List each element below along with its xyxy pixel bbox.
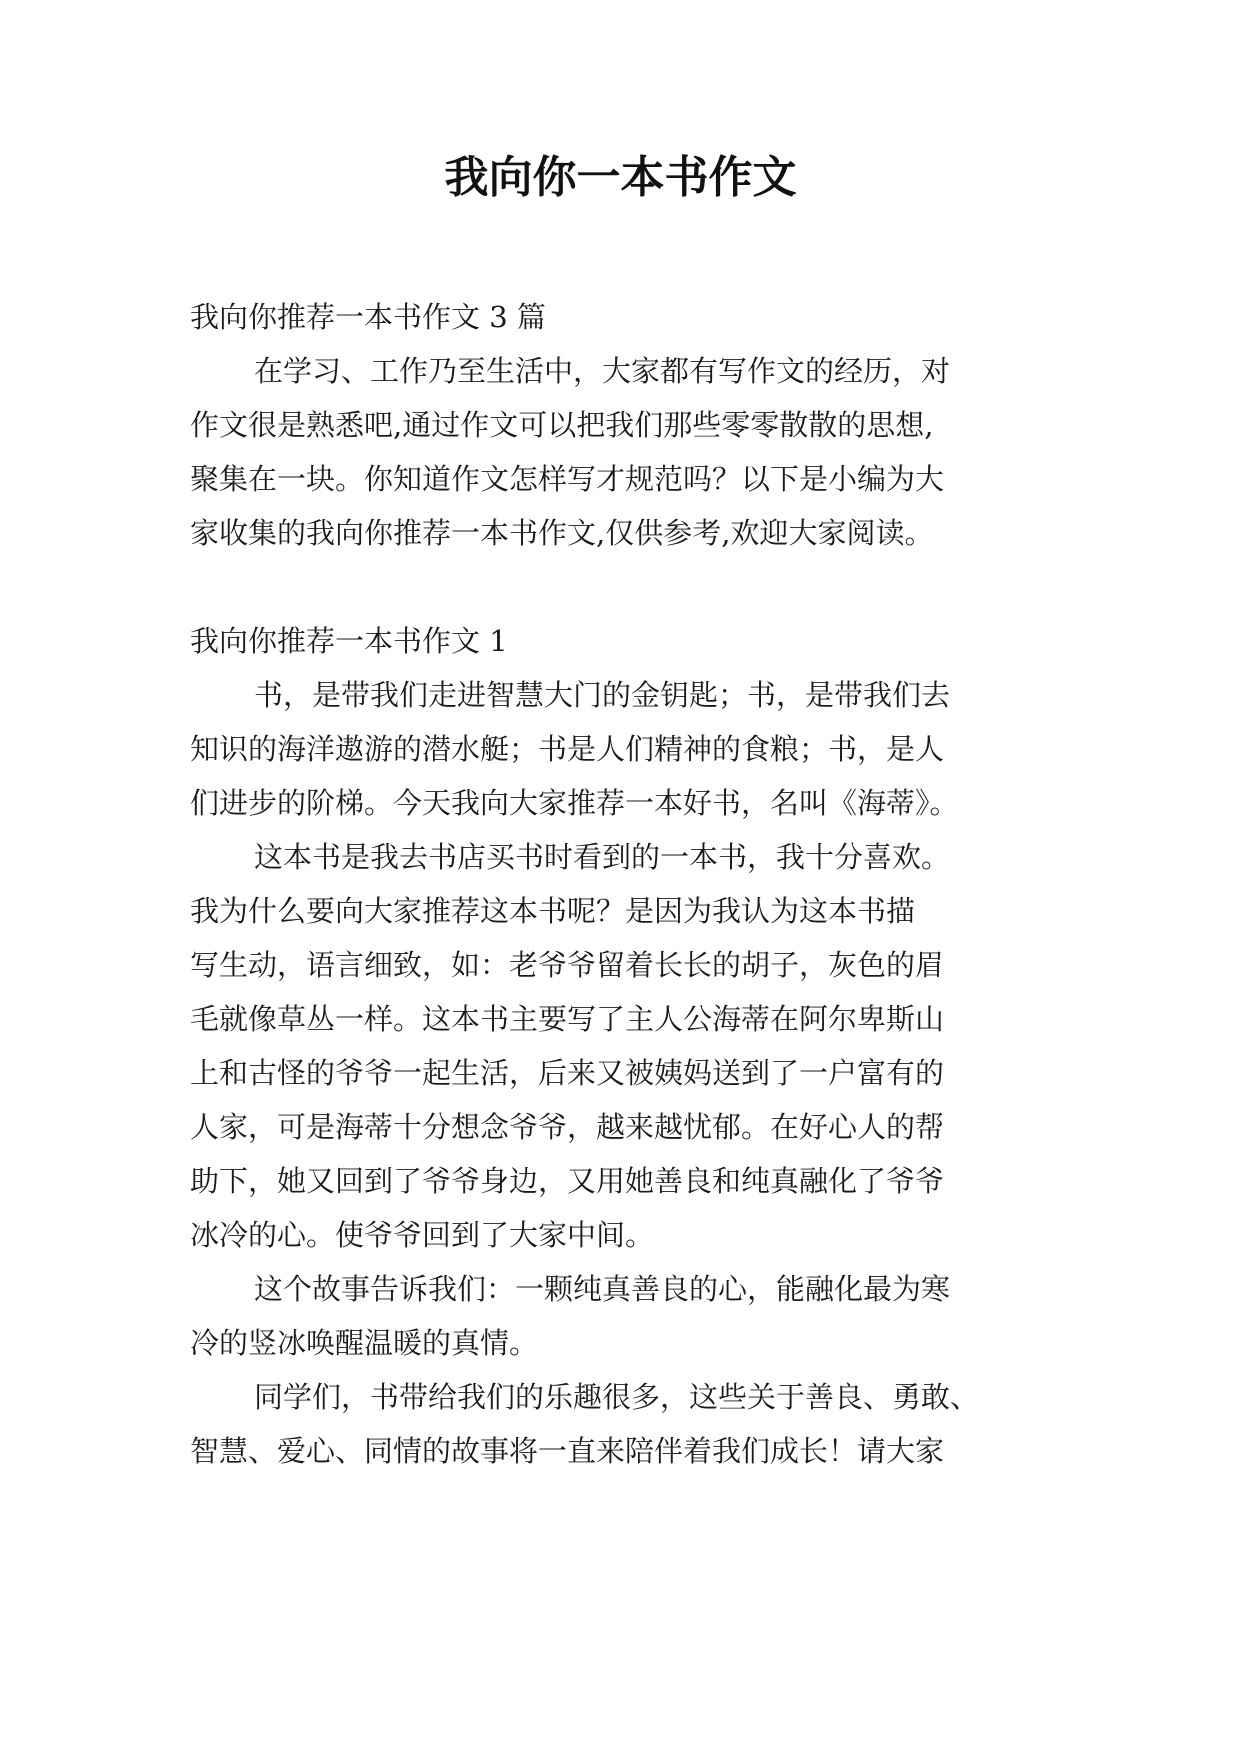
paragraph-line: 写生动，语言细致，如：老爷爷留着长长的胡子，灰色的眉 <box>190 948 945 982</box>
paragraph-line: 这个故事告诉我们：一颗纯真善良的心，能融化最为寒 <box>254 1272 951 1306</box>
intro-paragraph <box>190 344 1070 560</box>
paragraph-line: 在学习、工作乃至生活中，大家都有写作文的经历，对 <box>254 354 951 388</box>
paragraph-line: 书，是带我们走进智慧大门的金钥匙；书，是带我们去 <box>254 678 951 712</box>
document-title: 我向你一本书作文 <box>444 152 797 203</box>
paragraph-line: 助下，她又回到了爷爷身边，又用她善良和纯真融化了爷爷 <box>190 1164 945 1198</box>
paragraph-line: 这本书是我去书店买书时看到的一本书，我十分喜欢。 <box>254 840 951 874</box>
paragraph-line: 智慧、爱心、同情的故事将一直来陪伴着我们成长！请大家 <box>190 1434 945 1468</box>
paragraph-line: 上和古怪的爷爷一起生活，后来又被姨妈送到了一户富有的 <box>190 1056 945 1090</box>
paragraph-line: 知识的海洋遨游的潜水艇；书是人们精神的食粮；书，是人 <box>190 732 945 766</box>
paragraph-line: 毛就像草丛一样。这本书主要写了主人公海蒂在阿尔卑斯山 <box>190 1002 945 1036</box>
blank-line <box>190 560 1070 614</box>
paragraph-line: 作文很是熟悉吧,通过作文可以把我们那些零零散散的思想, <box>190 408 934 442</box>
section-heading: 我向你推荐一本书作文 1 <box>190 624 508 658</box>
document-body <box>190 290 1070 1478</box>
paragraph-line: 同学们，书带给我们的乐趣很多，这些关于善良、勇敢、 <box>254 1380 980 1414</box>
paragraph-line: 人家，可是海蒂十分想念爷爷，越来越忧郁。在好心人的帮 <box>190 1110 945 1144</box>
paragraph-line: 冰冷的心。使爷爷回到了大家中间。 <box>190 1218 655 1252</box>
paragraph-line: 们进步的阶梯。今天我向大家推荐一本好书，名叫《海蒂》。 <box>190 786 959 820</box>
paragraph-line: 聚集在一块。你知道作文怎样写才规范吗？以下是小编为大 <box>190 462 945 496</box>
paragraph-4 <box>190 1370 1070 1478</box>
paragraph-3 <box>190 1262 1070 1370</box>
paragraph-1 <box>190 668 1070 830</box>
paragraph-line: 我为什么要向大家推荐这本书呢？是因为我认为这本书描 <box>190 894 916 928</box>
paragraph-line: 家收集的我向你推荐一本书作文,仅供参考,欢迎大家阅读。 <box>190 516 934 550</box>
paragraph-2 <box>190 830 1070 1262</box>
subtitle: 我向你推荐一本书作文 3 篇 <box>190 300 546 334</box>
paragraph-line: 冷的竖冰唤醒温暖的真情。 <box>190 1326 539 1360</box>
